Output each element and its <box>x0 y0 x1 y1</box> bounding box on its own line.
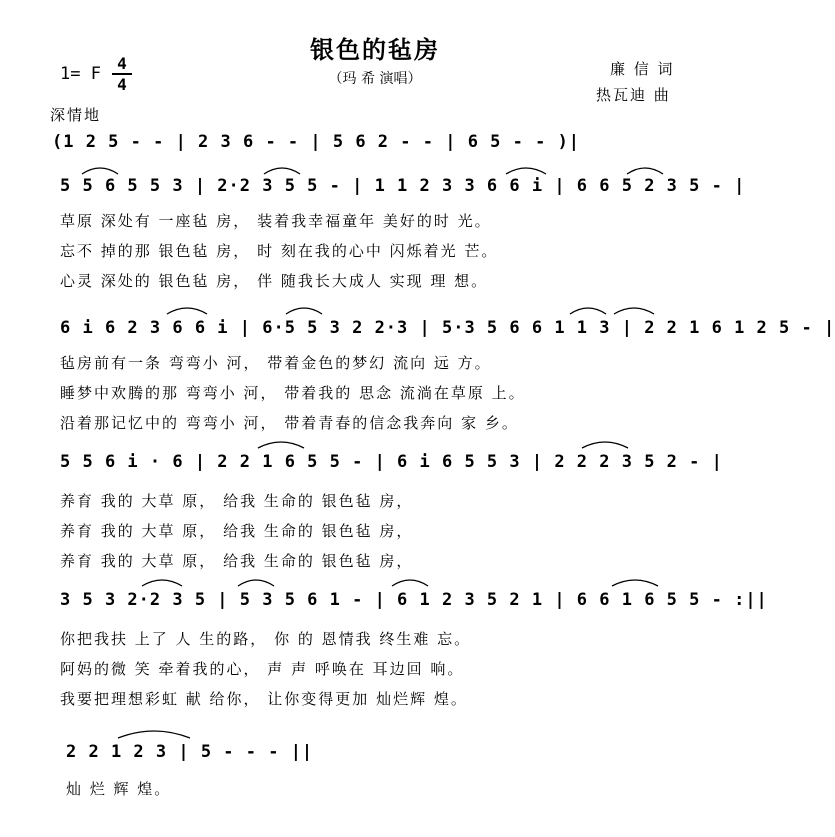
lyricist-credit: 廉 信 词 <box>610 60 675 78</box>
slur-mark <box>140 576 184 588</box>
slur-mark <box>610 576 660 588</box>
composer-credit: 热瓦迪 曲 <box>596 86 671 104</box>
intro-notes-row: (1 2 5 - - | 2 3 6 - - | 5 6 2 - - | 6 5 - - )| <box>52 132 581 152</box>
lyric-row-4-verse-2: 阿妈的微 笑 牵着我的心， 声 声 呼唤在 耳边回 响。 <box>60 660 465 678</box>
slur-mark <box>625 164 665 176</box>
lyric-row-1-verse-1: 草原 深处有 一座毡 房， 装着我幸福童年 美好的时 光。 <box>60 212 492 230</box>
slur-mark <box>568 304 608 316</box>
slur-mark <box>80 164 120 176</box>
lyric-row-3-verse-2: 养育 我的 大草 原， 给我 生命的 银色毡 房， <box>60 522 414 540</box>
slur-mark <box>580 438 630 450</box>
notes-row-2: 6 i 6 2 3 6 6 i | 6·5 5 3 2 2·3 | 5·3 5 6 6 1 1 3 | 2 2 1 6 1 2 5 - | <box>60 318 835 338</box>
lyric-row-2-verse-1: 毡房前有一条 弯弯小 河， 带着金色的梦幻 流向 远 方。 <box>60 354 492 372</box>
lyric-row-5: 灿 烂 辉 煌。 <box>66 780 172 798</box>
time-signature <box>112 55 132 93</box>
slur-mark <box>236 576 276 588</box>
time-signature-top: 4 <box>117 54 127 73</box>
slur-mark <box>284 304 324 316</box>
slur-mark <box>116 726 192 740</box>
performer-line: （玛 希 演唱） <box>328 71 422 87</box>
lyric-row-1-verse-3: 心灵 深处的 银色毡 房， 伴 随我长大成人 实现 理 想。 <box>60 272 489 290</box>
key-signature: 1= F <box>60 64 101 84</box>
time-signature-bottom: 4 <box>117 75 127 94</box>
slur-mark <box>612 304 656 316</box>
slur-mark <box>390 576 430 588</box>
notes-row-1: 5 5 6 5 5 3 | 2·2 3 5 5 - | 1 1 2 3 3 6 6 i | 6 6 5 2 3 5 - | <box>60 176 746 196</box>
slur-mark <box>262 164 302 176</box>
lyric-row-2-verse-2: 睡梦中欢腾的那 弯弯小 河， 带着我的 思念 流淌在草原 上。 <box>60 384 526 402</box>
lyric-row-3-verse-1: 养育 我的 大草 原， 给我 生命的 银色毡 房， <box>60 492 414 510</box>
notes-row-3: 5 5 6 i · 6 | 2 2 1 6 5 5 - | 6 i 6 5 5 3 | 2 2 2 3 5 2 - | <box>60 452 723 472</box>
notes-row-4: 3 5 3 2·2 3 5 | 5 3 5 6 1 - | 6 1 2 3 5 2 1 | 6 6 1 6 5 5 - :|| <box>60 590 768 610</box>
lyric-row-2-verse-3: 沿着那记忆中的 弯弯小 河， 带着青春的信念我奔向 家 乡。 <box>60 414 519 432</box>
tempo-marking: 深情地 <box>50 106 102 124</box>
notes-row-5: 2 2 1 2 3 | 5 - - - || <box>66 742 314 762</box>
slur-mark <box>504 164 548 176</box>
lyric-row-3-verse-3: 养育 我的 大草 原， 给我 生命的 银色毡 房， <box>60 552 414 570</box>
lyric-row-4-verse-3: 我要把理想彩虹 献 给你， 让你变得更加 灿烂辉 煌。 <box>60 690 468 708</box>
lyric-row-4-verse-1: 你把我扶 上了 人 生的路， 你 的 恩情我 终生难 忘。 <box>60 630 472 648</box>
lyric-row-1-verse-2: 忘不 掉的那 银色毡 房， 时 刻在我的心中 闪烁着光 芒。 <box>60 242 499 260</box>
slur-mark <box>165 304 209 316</box>
song-title: 银色的毡房 <box>310 36 440 64</box>
slur-mark <box>256 438 306 450</box>
